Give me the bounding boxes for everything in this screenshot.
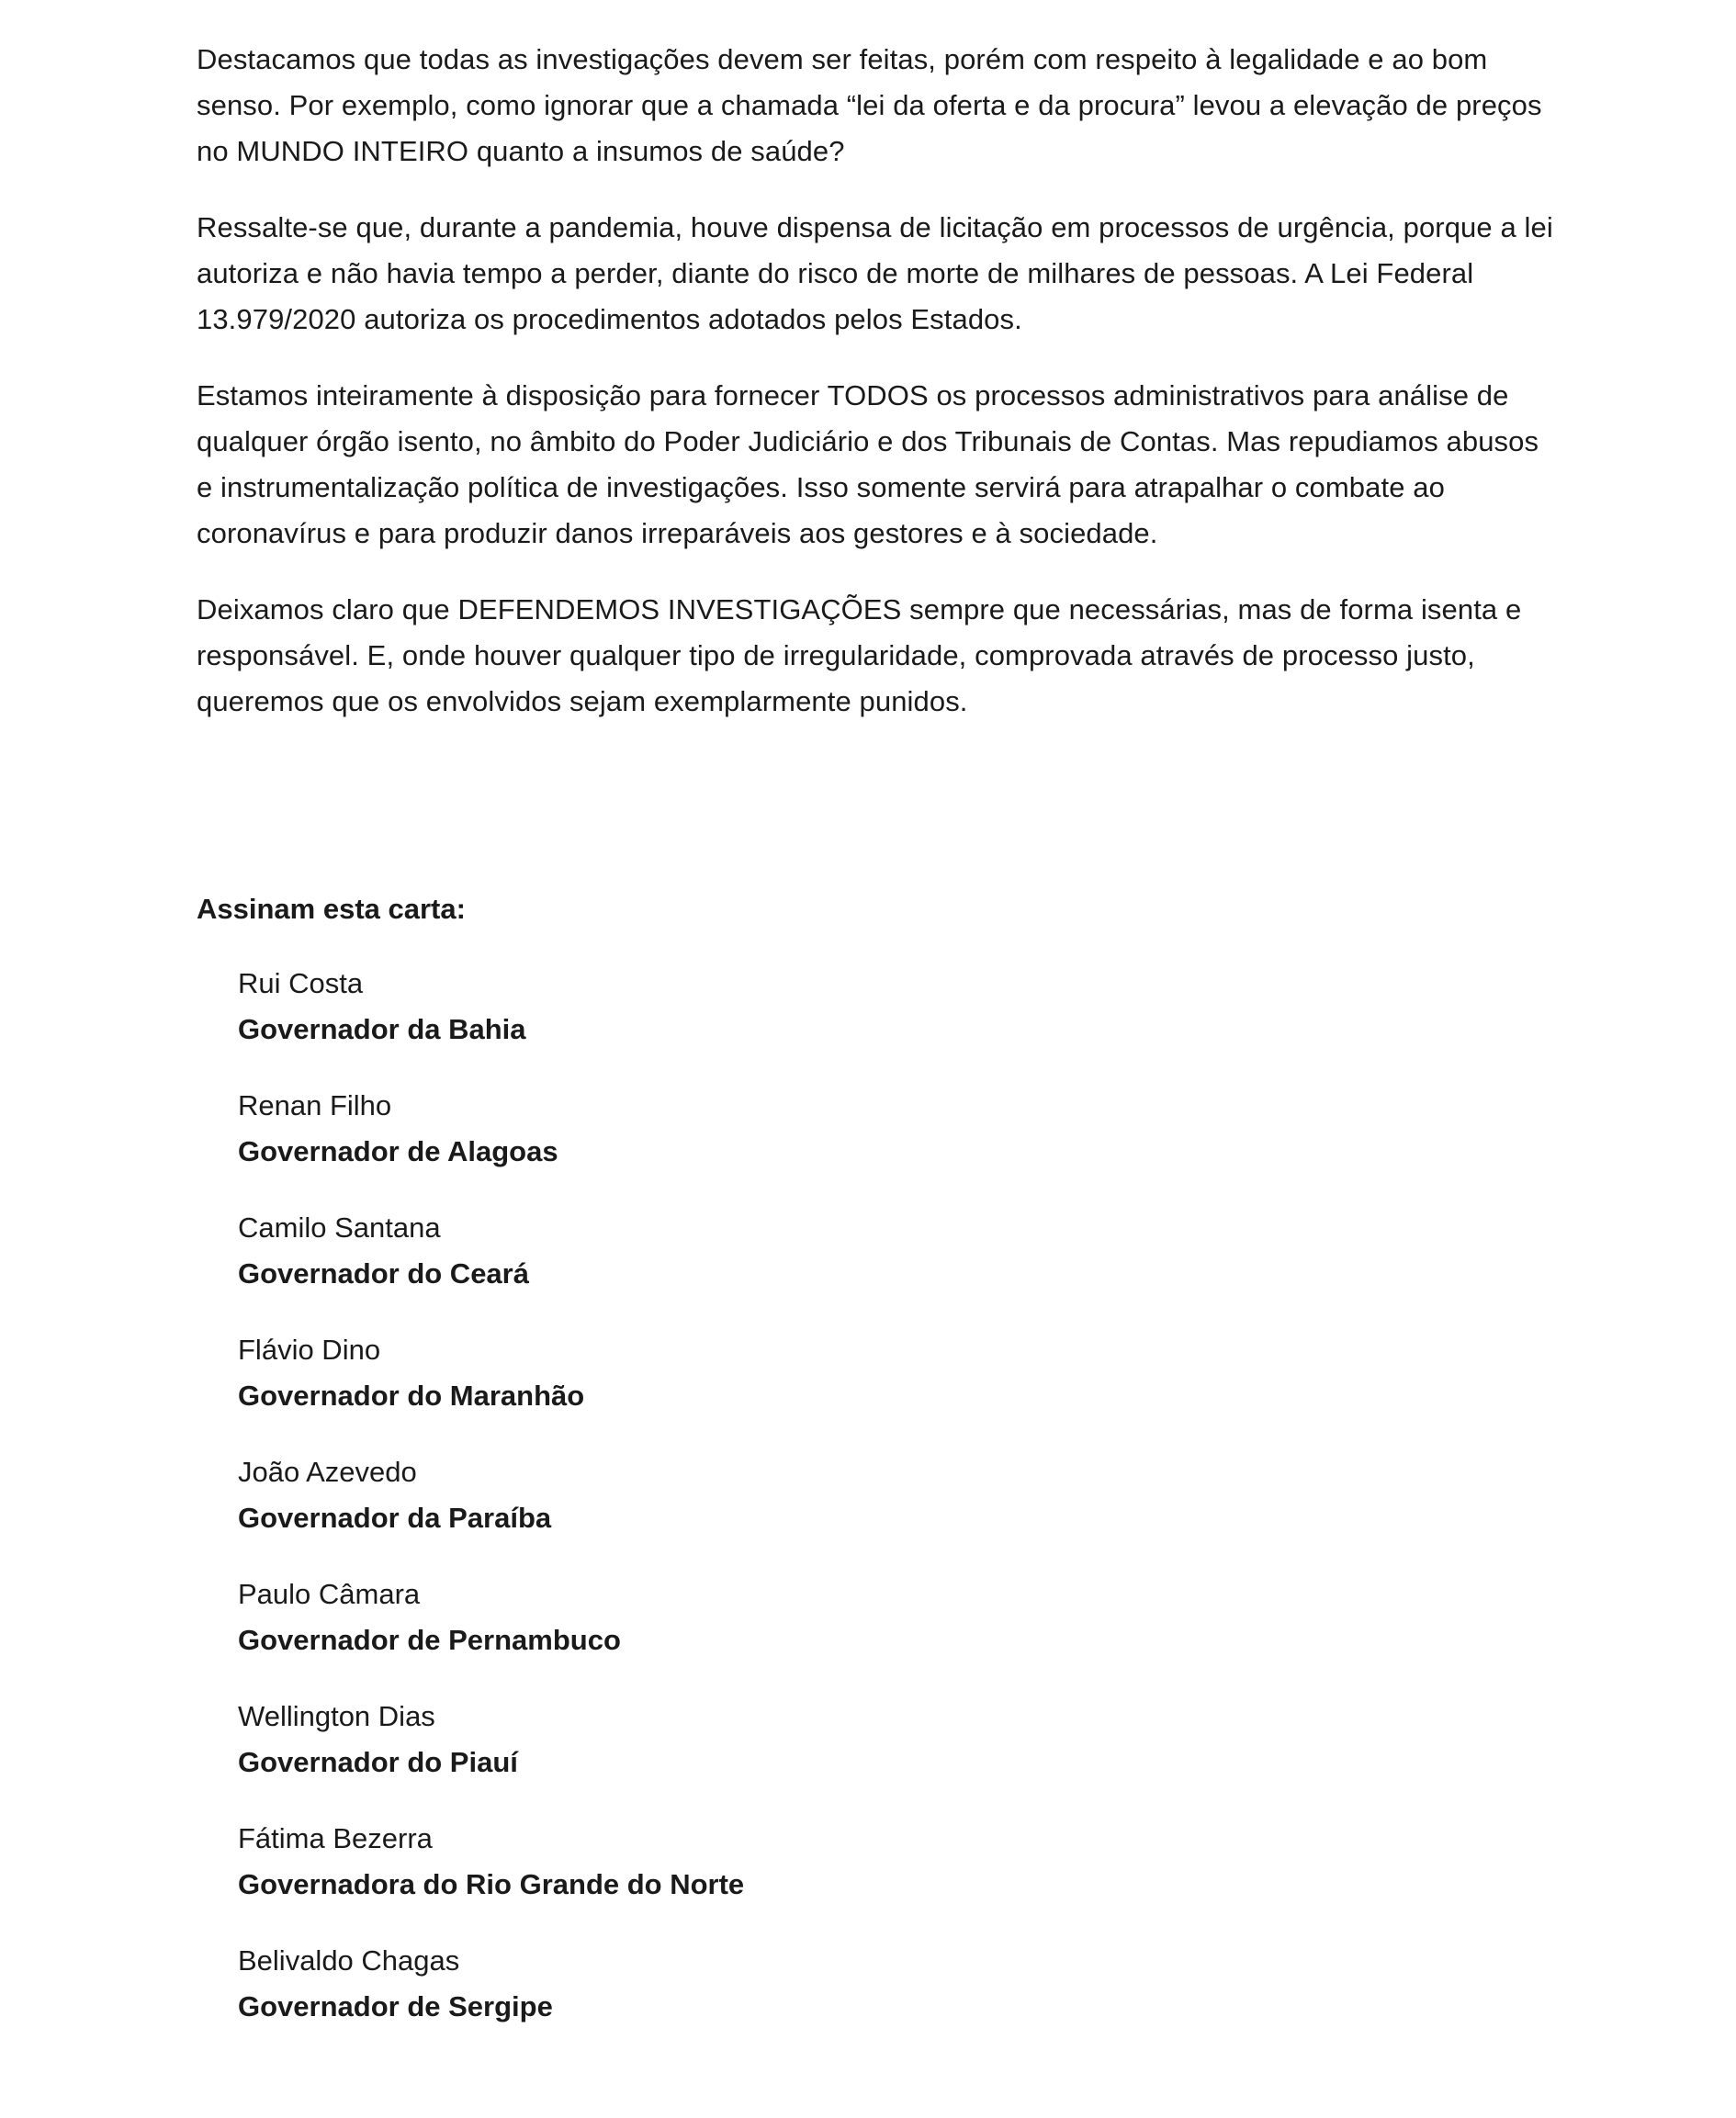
- signer-item: [238, 961, 1340, 1053]
- signer-name: Wellington Dias: [238, 1700, 435, 1732]
- signer-role: Governador de Pernambuco: [238, 1624, 621, 1656]
- signatures-heading: Assinam esta carta:: [197, 893, 466, 925]
- signer-name: Fátima Bezerra: [238, 1822, 433, 1854]
- signer-item: [238, 1938, 1340, 2030]
- signer-role: Governador de Sergipe: [238, 1990, 553, 2022]
- paragraph-availability: Estamos inteiramente à disposição para fornecer TODOS os processos administrativos para análise de qualquer órgão isento, no âmbito do Poder Judiciário e dos Tribunais de Contas. Mas repudiamos abusos e instrumentalização política de investigações. Isso somente servirá para atrapalhar o combate ao coronavírus e para produzir danos irreparáveis aos gestores e à sociedade.: [197, 379, 1539, 549]
- signer-role: Governador de Alagoas: [238, 1135, 558, 1167]
- signer-role: Governador do Ceará: [238, 1257, 529, 1290]
- signer-role: Governador do Maranhão: [238, 1380, 585, 1412]
- paragraph-bidding-waiver: Ressalte-se que, durante a pandemia, houve dispensa de licitação em processos de urgência, porque a lei autoriza e não havia tempo a perder, diante do risco de morte de milhares de pessoas. A Lei Federal 13.979/2020 autoriza os procedimentos adotados pelos Estados.: [197, 211, 1553, 335]
- signer-name: Rui Costa: [238, 967, 364, 999]
- signer-item: [238, 1205, 1340, 1297]
- signer-role: Governador da Bahia: [238, 1013, 526, 1045]
- signers-list: [238, 961, 1340, 2060]
- signer-name: Renan Filho: [238, 1089, 392, 1121]
- paragraph-defense: Deixamos claro que DEFENDEMOS INVESTIGAÇÕES sempre que necessárias, mas de forma isenta e responsável. E, onde houver qualquer tipo de irregularidade, comprovada através de processo justo, queremos que os envolvidos sejam exemplarmente punidos.: [197, 593, 1522, 717]
- signer-item: [238, 1449, 1340, 1541]
- signer-name: Paulo Câmara: [238, 1578, 421, 1610]
- signer-item: [238, 1572, 1340, 1663]
- letter-body: [197, 37, 1556, 755]
- signer-role: Governadora do Rio Grande do Norte: [238, 1868, 745, 1900]
- signer-name: Flávio Dino: [238, 1334, 381, 1366]
- signer-role: Governador da Paraíba: [238, 1502, 552, 1534]
- signer-item: [238, 1083, 1340, 1175]
- signer-item: [238, 1694, 1340, 1786]
- signer-item: [238, 1327, 1340, 1419]
- signer-name: João Azevedo: [238, 1456, 417, 1488]
- signer-role: Governador do Piauí: [238, 1746, 518, 1778]
- signer-name: Belivaldo Chagas: [238, 1944, 460, 1977]
- signer-item: [238, 1816, 1340, 1908]
- paragraph-investigations: Destacamos que todas as investigações devem ser feitas, porém com respeito à legalidade e ao bom senso. Por exemplo, como ignorar que a chamada “lei da oferta e da procura” levou a elevação de preços no MUNDO INTEIRO quanto a insumos de saúde?: [197, 43, 1542, 167]
- signer-name: Camilo Santana: [238, 1211, 441, 1244]
